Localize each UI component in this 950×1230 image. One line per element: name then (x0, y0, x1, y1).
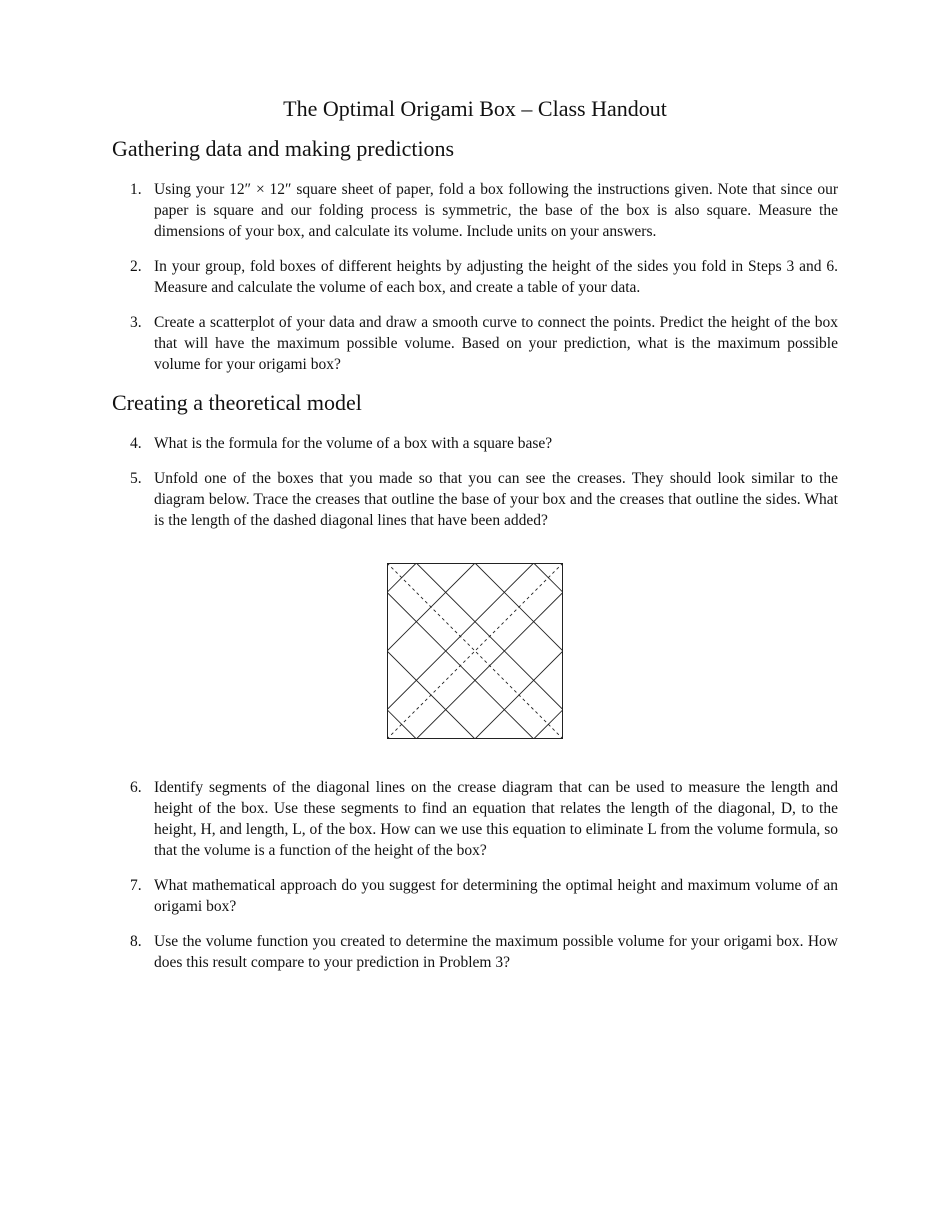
item-number: 5. (130, 470, 142, 487)
list-item-7 (130, 875, 838, 917)
item-number: 4. (130, 435, 142, 452)
item-number: 1. (130, 181, 142, 198)
list-item-2 (130, 256, 838, 298)
list-item-4 (130, 433, 838, 454)
list-item-6 (130, 777, 838, 861)
item-number: 2. (130, 258, 142, 275)
item-text: Unfold one of the boxes that you made so that you can see the creases. They should look similar to the diagram below. Trace the creases that outline the base of your box and the creases that outline the sides. What is the length of the dashed diagonal lines that have been added? (154, 470, 838, 529)
list-item-1 (130, 179, 838, 242)
list-item-5 (130, 468, 838, 531)
list-item-3 (130, 312, 838, 375)
crease-diagram (387, 563, 563, 739)
item-number: 6. (130, 779, 142, 796)
page-title: The Optimal Origami Box – Class Handout (283, 96, 667, 121)
item-number: 3. (130, 314, 142, 331)
item-text: Using your 12″ × 12″ square sheet of paper, fold a box following the instructions given. Note that since our paper is square and our folding process is symmetric, the base of the box is also square. Measure the dimensions of your box, and calculate its volume. Include units on your answers. (154, 181, 838, 240)
crease-diagram-svg (387, 563, 563, 739)
item-text: Create a scatterplot of your data and draw a smooth curve to connect the points. Predict the height of the box that will have the maximum possible volume. Based on your prediction, what is the maximum possible volume for your origami box? (154, 314, 838, 373)
item-text: What is the formula for the volume of a box with a square base? (154, 435, 553, 452)
section-heading-model: Creating a theoretical model (112, 390, 362, 415)
item-number: 7. (130, 877, 142, 894)
list-item-8 (130, 931, 838, 973)
item-text: In your group, fold boxes of different heights by adjusting the height of the sides you fold in Steps 3 and 6. Measure and calculate the volume of each box, and create a table of your data. (154, 258, 838, 296)
item-text: Identify segments of the diagonal lines on the crease diagram that can be used to measure the length and height of the box. Use these segments to find an equation that relates the length of the diagonal, D, to the height, H, and length, L, of the box. How can we use this equation to eliminate L from the volume formula, so that the volume is a function of the height of the box? (154, 779, 838, 859)
item-text: What mathematical approach do you suggest for determining the optimal height and maximum volume of an origami box? (154, 877, 838, 915)
item-text: Use the volume function you created to determine the maximum possible volume for your origami box. How does this result compare to your prediction in Problem 3? (154, 933, 838, 971)
section-heading-gathering: Gathering data and making predictions (112, 136, 455, 161)
item-number: 8. (130, 933, 142, 950)
